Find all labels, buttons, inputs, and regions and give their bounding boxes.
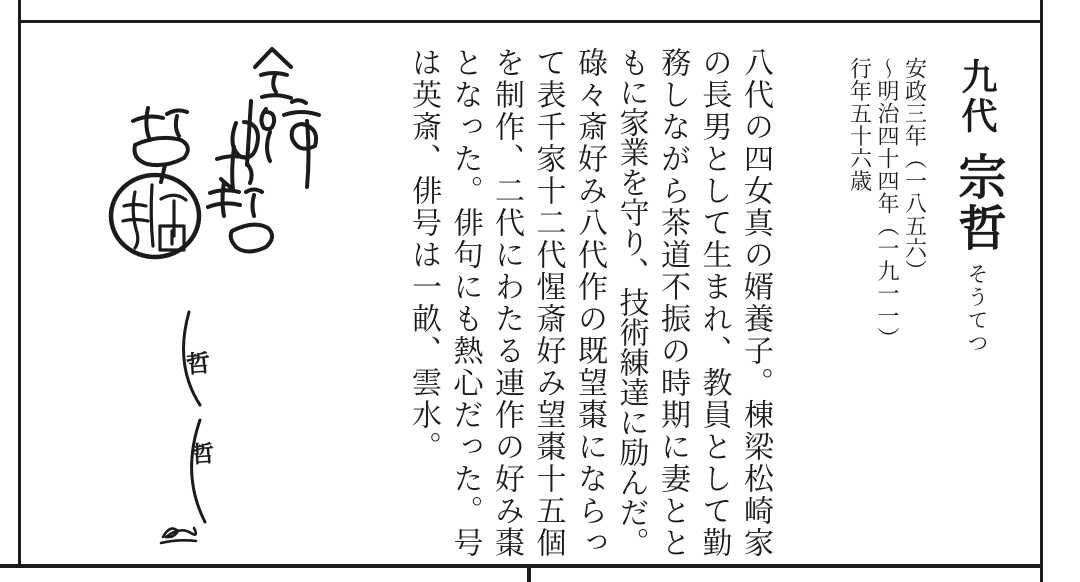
entry-name-reading: そうてつ bbox=[965, 263, 989, 355]
body-column: となった。俳句にも熱心だった。号 bbox=[448, 47, 482, 559]
body-column: の長男として生まれ、教員として勤 bbox=[697, 47, 731, 559]
frame-top-rule bbox=[18, 20, 1043, 23]
generation-label: 九代 bbox=[957, 58, 997, 136]
body-column: 碌々斎好み八代作の既望棗にならっ bbox=[573, 47, 606, 559]
entry-heading bbox=[949, 58, 1005, 538]
cursive-signature-column bbox=[208, 49, 319, 252]
body-column: は英斎、俳号は一畝、雲水。 bbox=[407, 47, 440, 463]
bottom-scrawl-mark bbox=[161, 528, 196, 543]
birth-year-line: 安政三年（一八五六） bbox=[902, 57, 928, 282]
frame-right-rule bbox=[1040, 0, 1043, 582]
round-seal-stamp bbox=[111, 175, 199, 257]
death-year-line: 〜明治四十四年（一九一一） bbox=[875, 57, 900, 350]
entry-dates bbox=[846, 57, 929, 357]
body-column: て表千家十二代惺斎好み望棗十五個 bbox=[531, 47, 565, 559]
cursive-tetsu-character bbox=[133, 108, 188, 182]
body-column: 務しながら茶道不振の時期に妻とと bbox=[656, 47, 689, 559]
next-row-divider-rule bbox=[527, 567, 531, 582]
body-column: もに家業を守り、技術練達に励んだ。 bbox=[614, 47, 648, 557]
body-column: を制作、二代にわたる連作の好み棗 bbox=[490, 47, 523, 559]
body-column: 八代の四女真の婿養子。棟梁松崎家 bbox=[739, 47, 772, 559]
age-line: 行年五十六歳 bbox=[847, 57, 873, 192]
biography-text bbox=[402, 47, 776, 569]
signature-calligraphy-image bbox=[95, 35, 335, 560]
frame-left-rule bbox=[18, 0, 21, 566]
incised-tetsu-mark: 哲 bbox=[190, 441, 215, 468]
incised-tetsu-mark: 哲 bbox=[185, 351, 212, 379]
entry-name: 宗哲 bbox=[951, 152, 1004, 254]
